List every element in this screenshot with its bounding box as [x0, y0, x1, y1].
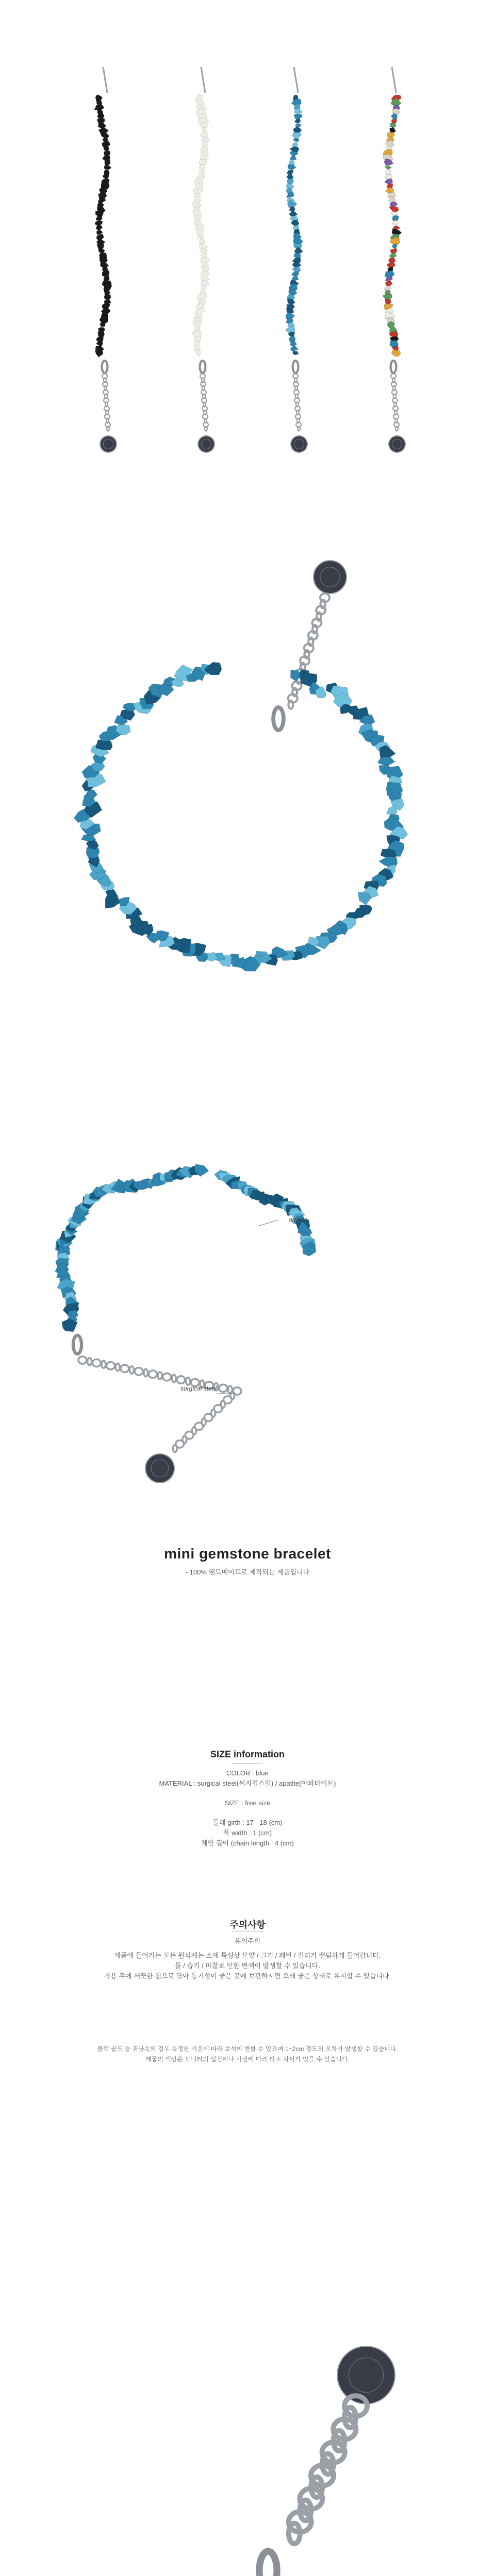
stone-bead	[386, 170, 391, 175]
circular-bracelet-photo	[0, 505, 495, 1036]
size-material-line: MATERIAL : surgical steel(써지컬스틸) / apatite(아파타이트)	[159, 1780, 336, 1787]
stone-bead	[294, 109, 302, 114]
caution-line-1: 제품에 들어가는 모든 원석제는 소재 특성상 모양 / 크기 / 패턴 / 컬러가 랜덤하게 들어갑니다.	[114, 1952, 381, 1959]
size-info-heading: SIZE information	[210, 1749, 285, 1759]
stone-bead	[104, 165, 111, 170]
stone-bead	[386, 166, 392, 170]
lobster-clasp	[259, 2551, 277, 2576]
moonstone-bracelet	[192, 67, 214, 452]
stone-bead	[294, 114, 302, 120]
chain-link	[88, 1358, 92, 1365]
size-chain-line: 체인 길이 (chain length : 4 (cm)	[201, 1839, 294, 1847]
stone-bead	[290, 156, 296, 160]
stone-bead	[96, 225, 102, 230]
logo-tag	[198, 436, 214, 452]
lobster-clasp	[102, 361, 108, 373]
chain-link	[102, 1361, 106, 1368]
size-width-line: 폭 width : 1 (cm)	[223, 1829, 272, 1837]
stone-bead	[199, 170, 205, 174]
chain-link	[116, 1363, 120, 1370]
chain-link	[219, 1384, 227, 1392]
stone-bead	[293, 351, 299, 355]
hanger-wire	[103, 67, 107, 93]
chain-link	[172, 1375, 176, 1382]
hanger-wire	[294, 67, 298, 93]
stone-bead	[194, 308, 205, 314]
caution-line-2: 물 / 습기 / 마찰로 인한 변색이 발생할 수 있습니다.	[175, 1962, 320, 1970]
closeup-clasp-image	[0, 2329, 495, 2576]
black-onyx-bracelet	[94, 67, 117, 452]
lobster-clasp	[273, 707, 284, 730]
chain-link	[186, 1378, 190, 1385]
lobster-clasp	[293, 361, 299, 373]
stone-bead	[95, 221, 103, 226]
stone-bead	[377, 756, 394, 766]
stone-bead	[100, 323, 105, 327]
logo-tag	[314, 561, 346, 594]
logo-tag	[145, 1454, 174, 1483]
stone-bead	[96, 230, 103, 235]
stone-bead	[195, 350, 201, 356]
four-bracelets-image	[0, 0, 495, 474]
stone-bead	[391, 212, 398, 216]
lobster-clasp	[73, 1335, 81, 1354]
stone-bead	[105, 160, 110, 166]
stone-bead	[194, 193, 201, 198]
stone-bead	[293, 138, 299, 142]
stone-bead	[292, 132, 301, 138]
stone-bead	[358, 892, 371, 905]
stone-bead	[392, 244, 397, 248]
chain-link	[144, 1369, 148, 1376]
circular-bracelet-image	[0, 505, 495, 1036]
chain-link	[121, 1365, 129, 1372]
stone-bead	[391, 119, 397, 124]
logo-tag	[291, 436, 307, 452]
size-info-divider	[232, 1763, 263, 1764]
stone-bead	[95, 740, 112, 750]
notice-line-2: 제품의 색상은 모니터의 설정이나 사진에 따라 다소 차이가 있을 수 있습니다.	[145, 2056, 350, 2063]
stone-bead	[287, 308, 294, 314]
chain-link	[158, 1372, 162, 1379]
chain-link	[135, 1368, 143, 1375]
stone-bead	[386, 805, 398, 815]
chain-link	[163, 1374, 171, 1381]
notice-line-1: 블랙 골드 등 귀금속의 경우 특정한 기온에 따라 보석이 변할 수 있으며 1~2cm 정도의 오차가 발생할 수 있습니다.	[97, 2045, 398, 2053]
stone-bead	[100, 316, 108, 324]
chain-link	[177, 1376, 185, 1383]
stone-bead	[303, 1244, 316, 1256]
lobster-clasp	[200, 361, 206, 373]
caution-line-3: 착용 후에 깨끗한 천으로 닦아 통기성이 좋은 곳에 보관하시면 오래 좋은 상태로 유지할 수 있습니다.	[104, 1972, 391, 1980]
stone-bead	[202, 141, 208, 146]
stone-bead	[385, 281, 392, 286]
chain-link	[148, 1370, 157, 1378]
logo-tag	[389, 436, 405, 452]
stone-bead	[103, 174, 109, 179]
stone-label: apatite	[289, 1216, 308, 1223]
logo-tag	[337, 2346, 395, 2404]
stone-bead	[384, 286, 391, 291]
size-size-line: SIZE : free size	[224, 1799, 271, 1807]
apatite-bracelet	[286, 67, 307, 452]
detail-bracelet-image	[0, 1092, 495, 1556]
stone-bead	[195, 94, 202, 100]
chain-label: surgical steel	[180, 1385, 217, 1392]
product-subtitle: - 100% 핸드메이드로 제작되는 제품입니다	[185, 1568, 310, 1576]
stone-bead	[96, 234, 104, 240]
caution-heading: 주의사항	[229, 1920, 266, 1930]
stone-bead	[287, 179, 294, 184]
hero-four-bracelets	[0, 0, 495, 474]
stone-bead	[290, 346, 298, 351]
stone-bead	[197, 235, 204, 239]
stone-bead	[287, 170, 293, 175]
stone-bead	[290, 341, 296, 347]
chain-link	[129, 1366, 134, 1374]
stone-bead	[392, 221, 398, 226]
stone-bead	[390, 127, 396, 132]
stone-bead	[196, 293, 207, 301]
hanger-wire	[392, 67, 396, 93]
closeup-clasp-photo	[0, 2329, 495, 2576]
stone-bead	[287, 298, 295, 304]
stone-bead	[294, 118, 301, 123]
chain-link	[107, 1362, 115, 1369]
stone-bead	[199, 164, 205, 170]
detail-bracelet-photo	[0, 1092, 495, 1556]
stone-bead	[391, 350, 401, 357]
stone-bead	[389, 252, 397, 258]
size-color-line: COLOR : blue	[226, 1769, 269, 1777]
stone-bead	[288, 165, 296, 170]
size-girth-line: 둘레 girth : 17 - 18 (cm)	[212, 1819, 283, 1826]
caution-subheading: 유의주의	[234, 1937, 261, 1945]
chain-link	[78, 1357, 87, 1364]
stone-label-leader	[258, 1220, 278, 1226]
stone-bead	[390, 123, 396, 128]
chain-link	[92, 1359, 101, 1366]
product-title: mini gemstone bracelet	[164, 1546, 331, 1562]
lobster-clasp	[391, 361, 397, 373]
logo-tag	[100, 436, 117, 452]
mixed-stone-bracelet	[383, 67, 405, 452]
stone-bead	[95, 350, 103, 357]
stone-bead	[201, 271, 210, 277]
hanger-wire	[201, 67, 205, 93]
chain-link	[173, 1445, 177, 1452]
stone-bead	[389, 207, 399, 212]
stone-bead	[293, 127, 302, 133]
stone-bead	[96, 216, 103, 221]
